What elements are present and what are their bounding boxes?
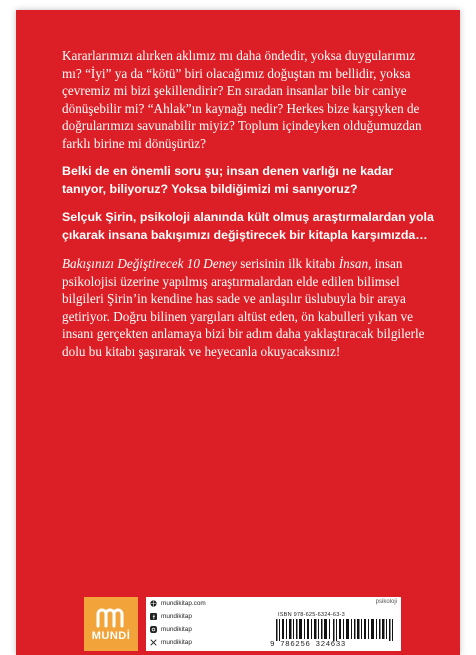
blurb xyxy=(62,47,438,371)
globe-icon xyxy=(150,600,157,607)
x-icon xyxy=(150,639,157,646)
social-instagram xyxy=(146,623,266,636)
blurb-paragraph-3: Selçuk Şirin, psikoloji alanında kült olmuş araştırmalardan yola çıkarak insana bakışımızı değiştirecek bir kitapla karşımızda… xyxy=(62,210,434,242)
social-label: mundikitap xyxy=(161,613,192,620)
blurb-text: , insan psikolojisi üzerine yapılmış araştırmalardan elde edilen bilimsel bilgileri Şirin’in kendine has sade ve anlaşılır üslubuyla bir araya getiriyor. Doğru bilinen yargıları altüst eden, ön kabulleri yıkan ve insanı gerçekten anlamaya bizi bir adım daha yaklaştıracak bilgilerle dolu bu kitabı şaşırarak ve heyecanla okuyacaksınız! xyxy=(62,256,425,359)
mundi-logo-icon xyxy=(96,606,126,628)
social-website xyxy=(146,597,266,610)
social-label: mundikitap xyxy=(161,639,192,646)
social-x xyxy=(146,636,266,649)
book-title: İnsan xyxy=(338,256,369,271)
publisher-logo xyxy=(84,597,138,651)
isbn-text: ISBN 978-625-6324-63-3 xyxy=(278,612,345,618)
blurb-paragraph-2: Belki de en önemli soru şu; insan denen varlığı ne kadar tanıyor, biliyoruz? Yoksa bildiğimizi mi sanıyoruz? xyxy=(62,164,394,196)
blurb-text: serisinin ilk kitabı xyxy=(236,256,339,271)
publisher-socials xyxy=(146,597,266,651)
facebook-icon xyxy=(150,613,157,620)
social-label: mundikitap xyxy=(161,626,192,633)
barcode-icon xyxy=(276,619,394,641)
instagram-icon xyxy=(150,626,157,633)
blurb-paragraph-4 xyxy=(62,255,438,360)
publisher-name: MUNDİ xyxy=(91,630,131,642)
blurb-paragraph-1: Kararlarımızı alırken aklımız mı daha öndedir, yoksa duygularımız mı? “İyi” ya da “kötü” biri olacağımız doğuştan mı bellidir, yoksa çevremiz mi bizi şekillendirir? En sıradan insanlar bile bir caniye dönüşebilir mi? “Ahlak”ın kaynağı nedir? Herkes bize karşıyken de doğrularımızı savunabilir miyiz? Toplum içindeyken olduğumuzdan farklı birine mi dönüşürüz? xyxy=(62,48,422,151)
social-label: mundikitap.com xyxy=(161,600,206,607)
series-title: Bakışınızı Değiştirecek 10 Deney xyxy=(62,256,237,271)
book-back-cover xyxy=(16,10,460,655)
category-label: psikoloji xyxy=(375,599,397,605)
social-facebook xyxy=(146,610,266,623)
barcode-number: 9 786256 324633 xyxy=(270,641,346,649)
barcode-panel xyxy=(266,597,401,651)
